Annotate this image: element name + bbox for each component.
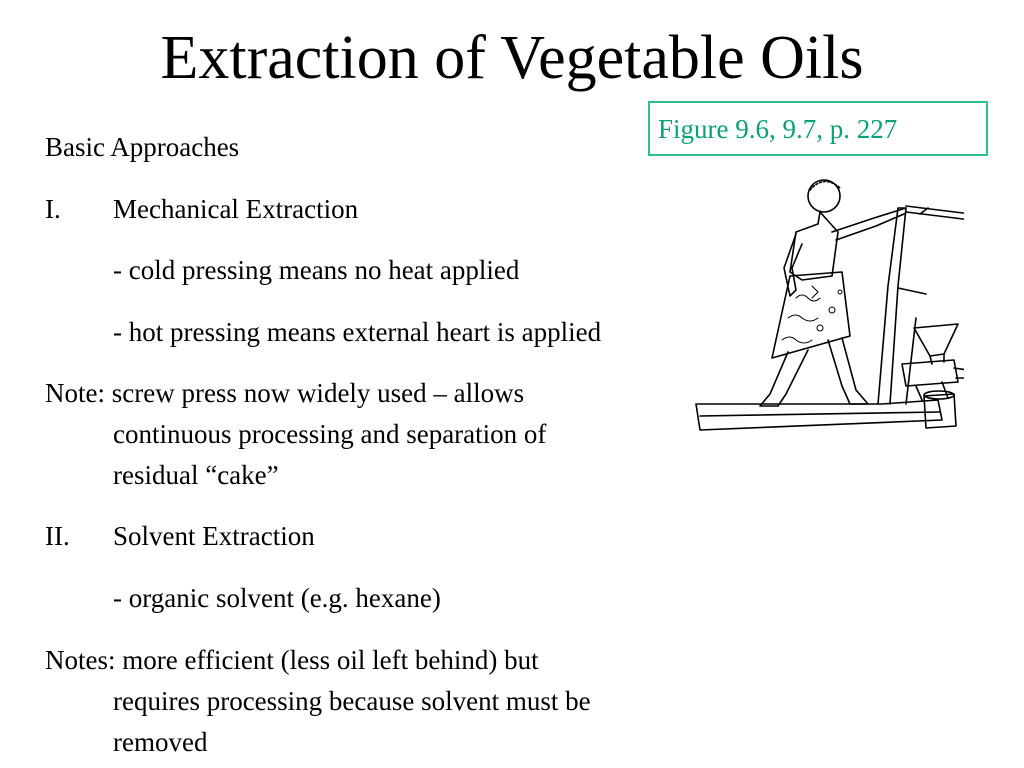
slide-body	[45, 0, 705, 768]
bullet-point: - hot pressing means external heart is applied	[113, 317, 602, 347]
slide-title: Extraction of Vegetable Oils	[160, 24, 864, 92]
bullet-point: - cold pressing means no heat applied	[113, 255, 520, 285]
section-title: Solvent Extraction	[113, 521, 315, 551]
person-skirt	[772, 272, 850, 358]
person-legs	[760, 350, 808, 406]
note-line: removed	[113, 727, 208, 757]
oil-press-illustration	[692, 168, 964, 440]
note-line: Note: screw press now widely used – allows	[45, 378, 525, 408]
press-frame	[878, 208, 906, 404]
note-line: Notes: more efficient (less oil left behind) but	[45, 645, 539, 675]
person-torso	[790, 212, 838, 280]
bullet-point-clipped	[113, 312, 736, 352]
section-title: Mechanical Extraction	[113, 194, 359, 224]
note-line: continuous processing and separation of	[113, 419, 547, 449]
section-marker: I.	[45, 194, 61, 224]
press-hopper	[914, 324, 958, 356]
note-line: requires processing because solvent must be	[113, 686, 591, 716]
section-marker: II.	[45, 521, 70, 551]
basic-approaches-heading: Basic Approaches	[45, 132, 240, 162]
note-line: residual “cake”	[113, 460, 279, 490]
figure-reference-text: Figure 9.6, 9.7, p. 227	[658, 114, 898, 144]
bullet-point: - organic solvent (e.g. hexane)	[113, 583, 441, 613]
